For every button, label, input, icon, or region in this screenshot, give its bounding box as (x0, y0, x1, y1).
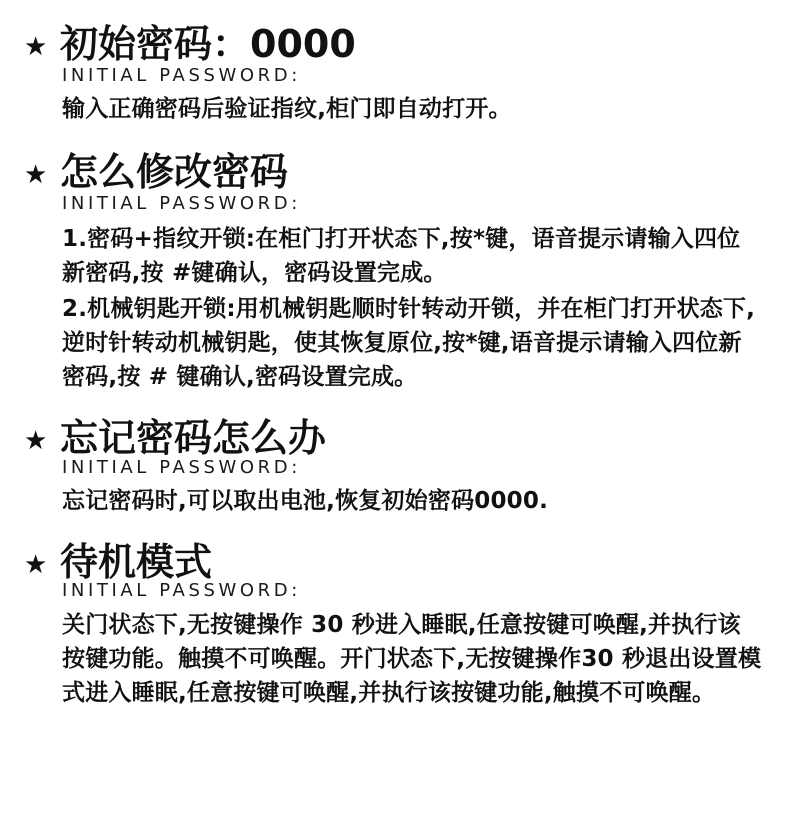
section-subtitle: INITIAL PASSWORD: (62, 65, 301, 86)
section-paragraph: 关门状态下,无按键操作 30 秒进入睡眠,任意按键可唤醒,并执行该按键功能。触摸不可唤醒。开门状态下,无按键操作30 秒退出设置模式进入睡眠,任意按键可唤醒,并执行该按键功能,触摸不可唤醒。 (62, 612, 762, 706)
section-paragraph: 1.密码+指纹开锁:在柜门打开状态下,按*键，语音提示请输入四位新密码,按 #键确认，密码设置完成。 (62, 226, 741, 286)
section-title: 怎么修改密码 (60, 150, 289, 194)
star-icon: ★ (24, 32, 48, 62)
star-icon: ★ (24, 426, 48, 456)
section-subtitle: INITIAL PASSWORD: (62, 457, 301, 478)
section-paragraph: 2.机械钥匙开锁:用机械钥匙顺时针转动开锁，并在柜门打开状态下,逆时针转动机械钥匙，使其恢复原位,按*键,语音提示请输入四位新密码,按 # 键确认,密码设置完成。 (62, 296, 756, 390)
section-paragraph: 输入正确密码后验证指纹,柜门即自动打开。 (62, 96, 512, 122)
section-subtitle: INITIAL PASSWORD: (62, 193, 301, 214)
star-icon: ★ (24, 160, 48, 190)
section-paragraph: 忘记密码时,可以取出电池,恢复初始密码0000. (62, 488, 549, 514)
section-title: 忘记密码怎么办 (60, 416, 327, 460)
star-icon: ★ (24, 550, 48, 580)
section-title: 待机模式 (60, 540, 213, 584)
section-subtitle: INITIAL PASSWORD: (62, 580, 301, 601)
section-title: 初始密码：0000 (60, 22, 356, 66)
